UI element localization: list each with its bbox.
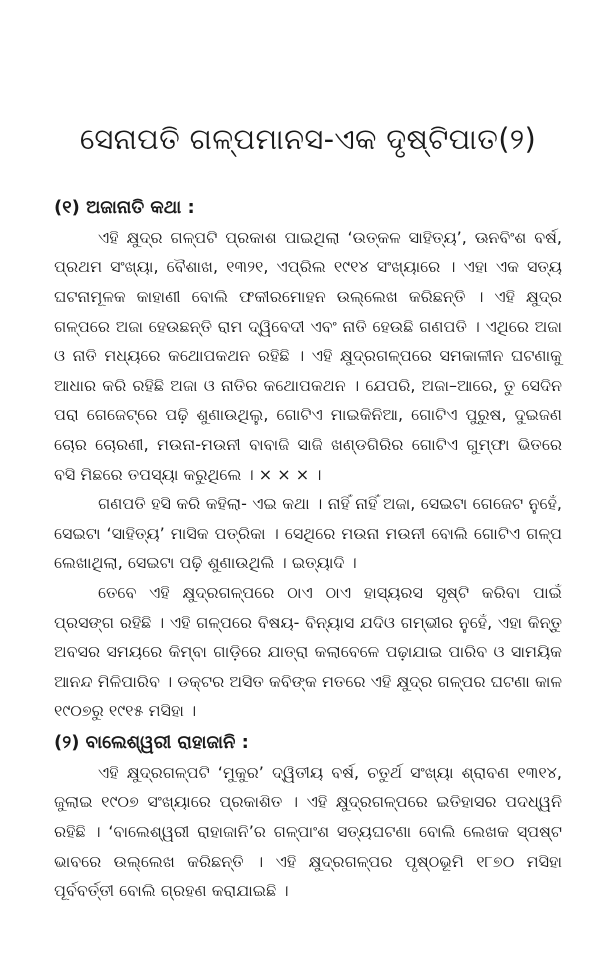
paragraph: ଗଣପତି ହସି କରି କହିଲା- ଏଇ କଥା । ନାହିଁ ନାହିଁ ଅଜା, ସେଇଟା ଗେଜେଟ ନୁହେଁ, ସେଇଟା ‘ସାହିତ୍ୟ’ ମାସିକ ପତ୍ରିକା । ସେଥିରେ ମଉନା ମଉନୀ ବୋଲି ଗୋଟିଏ ଗଳ୍ପ ଲେଖାଥିଲା, ସେଇଟା ପଢ଼ି ଶୁଣାଉଥିଲି । ଇତ୍ୟାଦି । xyxy=(54,494,562,573)
section-ajanati-katha xyxy=(54,193,562,726)
section-heading: (୧) ଅଜାନାତି କଥା : xyxy=(54,196,195,218)
section-heading: (୨) ବାଲେଶ୍ୱରୀ ରାହାଜାନି : xyxy=(54,731,249,753)
paragraph: ଏହି କ୍ଷୁଦ୍ରଗଳ୍ପଟି ‘ମୁକୁର’ ଦ୍ୱିତୀୟ ବର୍ଷ, ଚତୁର୍ଥ ସଂଖ୍ୟା ଶ୍ରାବଣ ୧୩୧୪, ଜୁଲାଇ ୧୯୦୭ ସଂଖ୍ୟାରେ ପ୍ରକାଶିତ । ଏହି କ୍ଷୁଦ୍ରଗଳ୍ପରେ ଇତିହାସର ପଦଧ୍ୱନି ରହିଛି । ‘ବାଲେଶ୍ୱରୀ ରାହାଜାନି’ର ଗଳ୍ପାଂଶ ସତ୍ୟଘଟଣା ବୋଲି ଲେଖକ ସ୍ପଷ୍ଟ ଭାବରେ ଉଲ୍ଲେଖ କରିଛନ୍ତି । ଏହି କ୍ଷୁଦ୍ରଗଳ୍ପର ପୃଷ୍ଠଭୂମି ୧୮୭୦ ମସିହା ପୂର୍ବବର୍ତ୍ତୀ ବୋଲି ଗ୍ରହଣ କରାଯାଇଛି । xyxy=(54,762,562,901)
section-baleswari-rahajani xyxy=(54,728,562,906)
paragraph: ଏହି କ୍ଷୁଦ୍ର ଗଳ୍ପଟି ପ୍ରକାଶ ପାଇଥିଲା ‘ଉତ୍କଳ ସାହିତ୍ୟ’, ଊନବିଂଶ ବର୍ଷ, ପ୍ରଥମ ସଂଖ୍ୟା, ବୈଶାଖ, ୧୩୨୧, ଏପ୍ରିଲ ୧୯୧୪ ସଂଖ୍ୟାରେ । ଏହା ଏକ ସତ୍ୟ ଘଟନାମୂଳକ କାହାଣୀ ବୋଲି ଫକୀରମୋହନ ଉଲ୍ଲେଖ କରିଛନ୍ତି । ଏହି କ୍ଷୁଦ୍ର ଗଳ୍ପରେ ଅଜା ହେଉଛନ୍ତି ରାମ ଦ୍ୱିବେଦୀ ଏବଂ ନାତି ହେଉଛି ଗଣପତି । ଏଥିରେ ଅଜା ଓ ନାତି ମଧ୍ୟରେ କଥୋପକଥନ ରହିଛି । ଏହି କ୍ଷୁଦ୍ରଗଳ୍ପରେ ସମକାଳୀନ ଘଟଣାକୁ ଆଧାର କରି ରହିଛି ଅଜା ଓ ନାତିର କଥୋପକଥନ । ଯେପରି, ଅଜା–ଆରେ, ତୁ ସେଦିନ ପରା ଗେଜେଟ୍‌ରେ ପଢ଼ି ଶୁଣାଉଥିଲୁ, ଗୋଟିଏ ମାଇକିନିଆ, ଗୋଟିଏ ପୁରୁଷ, ଦୁଇଜଣ ଚୋର ଚୋରଣୀ, ମଉନା-ମଉନୀ ବାବାଜି ସାଜି ଖଣ୍ଡଗିରିର ଗୋଟିଏ ଗୁମ୍ଫା ଭିତରେ ବସି ମିଛରେ ତପସ୍ୟା କରୁଥିଲେ । × × × । xyxy=(54,227,562,484)
page-title: ସେନାପତି ଗଳ୍ପମାନସ-ଏକ ଦୃଷ୍ଟିପାତ(୨) xyxy=(79,122,537,156)
paragraph: ତେବେ ଏହି କ୍ଷୁଦ୍ରଗଳ୍ପରେ ଠାଏ ଠାଏ ହାସ୍ୟରସ ସୃଷ୍ଟି କରିବା ପାଇଁ ପ୍ରସଙ୍ଗ ରହିଛି । ଏହି ଗଳ୍ପରେ ବିଷୟ- ବିନ୍ୟାସ ଯଦିଓ ଗମ୍ଭୀର ନୁହେଁ, ଏହା କିନ୍ତୁ ଅବସର ସମୟରେ କିମ୍ବା ଗାଡ଼ିରେ ଯାତ୍ରା କଲାବେଳେ ପଢ଼ାଯାଇ ପାରିବ ଓ ସାମୟିକ ଆନନ୍ଦ ମିଳିପାରିବ । ଡକ୍ଟର ଅସିତ କବିଙ୍କ ମତରେ ଏହି କ୍ଷୁଦ୍ର ଗଳ୍ପର ଘଟଣା କାଳ ୧୯୦୭ରୁ ୧୯୧୫ ମସିହା । xyxy=(54,582,562,721)
